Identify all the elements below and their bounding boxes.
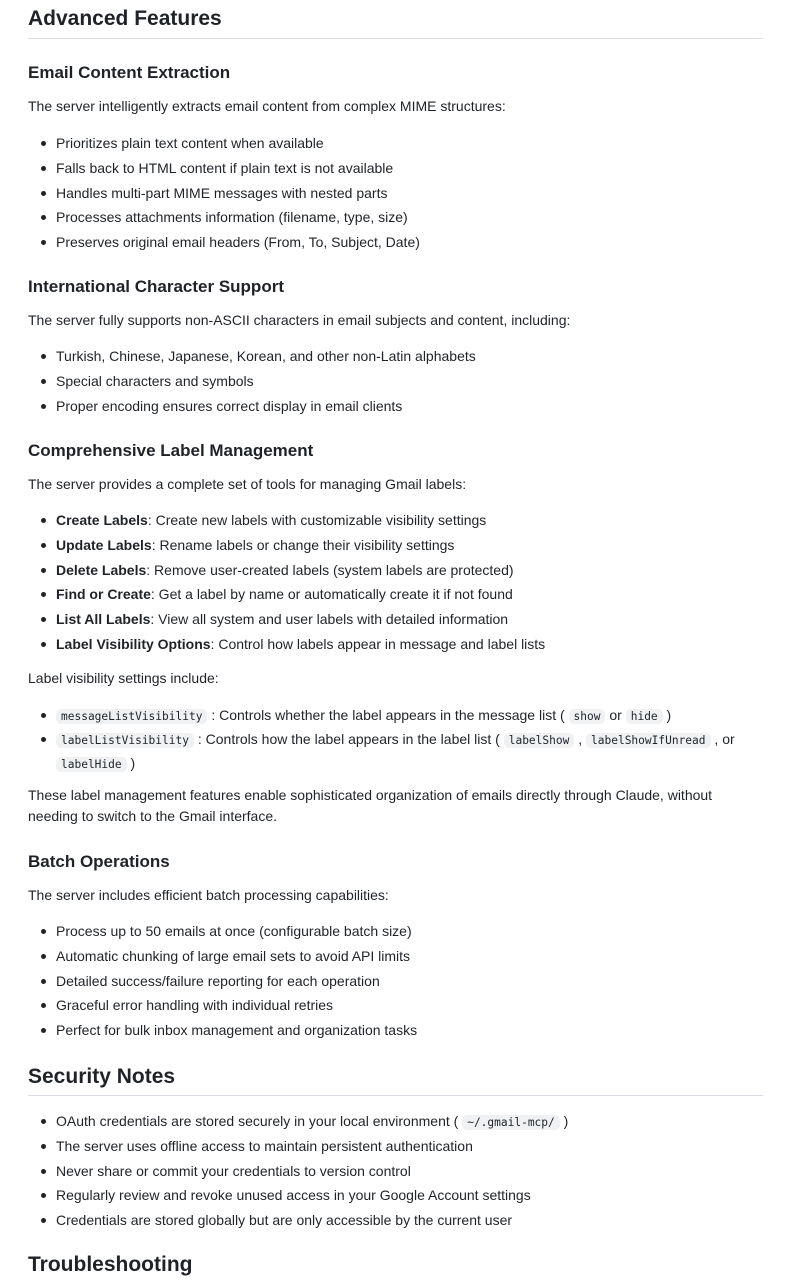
list-item: messageListVisibility : Controls whether the label appears in the message list ( show or hide ) — [28, 703, 763, 728]
item-desc: Get a label by name or automatically create it if not found — [154, 586, 513, 603]
list-item: Detailed success/failure reporting for each operation — [28, 969, 763, 994]
code-show: show — [569, 709, 606, 724]
item-desc: View all system and user labels with detailed information — [154, 611, 509, 628]
list-item: Never share or commit your credentials to version control — [28, 1159, 763, 1184]
list-item: Preserves original email headers (From, To, Subject, Date) — [28, 230, 763, 255]
heading-divider — [28, 38, 763, 39]
item-term: List All Labels — [56, 611, 151, 628]
list-item: Update Labels: Rename labels or change their visibility settings — [28, 533, 763, 558]
label-management-summary: These label management features enable sophisticated organization of emails directly through Claude, without needing to switch to the Gmail interface. — [28, 787, 713, 824]
list-item: Special characters and symbols — [28, 369, 763, 394]
batch-operations-intro: The server includes efficient batch processing capabilities: — [28, 887, 389, 903]
code-gmail-mcp-path: ~/.gmail-mcp/ — [462, 1115, 560, 1130]
list-item: Regularly review and revoke unused access in your Google Account settings — [28, 1183, 763, 1208]
item-desc: Remove user-created labels (system labels are protected) — [150, 561, 514, 578]
list-item: Process up to 50 emails at once (configurable batch size) — [28, 919, 763, 944]
item-desc: Rename labels or change their visibility settings — [155, 536, 455, 553]
label-tools-list — [28, 508, 763, 657]
international-intro: The server fully supports non-ASCII characters in email subjects and content, including: — [28, 312, 571, 328]
label-management-intro: The server provides a complete set of tools for managing Gmail labels: — [28, 476, 467, 492]
list-item: Falls back to HTML content if plain text is not available — [28, 156, 763, 181]
item-desc: Control how labels appear in message and label lists — [214, 635, 546, 652]
code-message-list-visibility: messageListVisibility — [56, 709, 207, 724]
list-item: Create Labels: Create new labels with customizable visibility settings — [28, 508, 763, 533]
advanced-features-heading: Advanced Features — [28, 7, 222, 30]
list-item: Label Visibility Options: Control how labels appear in message and label lists — [28, 632, 763, 657]
code-label-list-visibility: labelListVisibility — [56, 733, 194, 748]
list-item: Automatic chunking of large email sets to avoid API limits — [28, 944, 763, 969]
label-management-heading: Comprehensive Label Management — [28, 441, 314, 460]
visibility-list — [28, 703, 763, 773]
list-item: Graceful error handling with individual retries — [28, 993, 763, 1018]
item-term: Find or Create — [56, 586, 151, 603]
international-heading: International Character Support — [28, 277, 284, 296]
item-term: Label Visibility Options — [56, 635, 211, 652]
list-item: Prioritizes plain text content when available — [28, 131, 763, 156]
list-item: Perfect for bulk inbox management and organization tasks — [28, 1018, 763, 1043]
list-item: The server uses offline access to maintain persistent authentication — [28, 1134, 763, 1159]
international-list — [28, 344, 763, 418]
code-label-show-if-unread: labelShowIfUnread — [586, 733, 711, 748]
security-notes-list — [28, 1109, 763, 1233]
troubleshooting-heading: Troubleshooting — [28, 1253, 193, 1276]
list-item: Processes attachments information (filename, type, size) — [28, 205, 763, 230]
security-notes-heading: Security Notes — [28, 1065, 176, 1088]
heading-divider — [28, 1095, 763, 1096]
list-item: Find or Create: Get a label by name or automatically create it if not found — [28, 582, 763, 607]
item-term: Update Labels — [56, 536, 152, 553]
email-extraction-intro: The server intelligently extracts email content from complex MIME structures: — [28, 98, 506, 114]
list-item: labelListVisibility : Controls how the label appears in the label list ( labelShow , labelShowIfUnread , or labelHide ) — [28, 728, 763, 773]
code-label-show: labelShow — [504, 733, 575, 748]
item-desc: Create new labels with customizable visibility settings — [151, 512, 487, 528]
item-term: Create Labels — [56, 512, 148, 528]
list-item: OAuth credentials are stored securely in your local environment ( ~/.gmail-mcp/ ) — [28, 1109, 763, 1134]
email-extraction-list — [28, 131, 763, 255]
batch-operations-list — [28, 919, 763, 1043]
list-item: List All Labels: View all system and user labels with detailed information — [28, 607, 763, 632]
visibility-intro: Label visibility settings include: — [28, 670, 219, 686]
code-hide: hide — [626, 709, 663, 724]
list-item: Turkish, Chinese, Japanese, Korean, and other non-Latin alphabets — [28, 344, 763, 369]
batch-operations-heading: Batch Operations — [28, 852, 170, 871]
email-extraction-heading: Email Content Extraction — [28, 63, 231, 82]
list-item: Delete Labels: Remove user-created labels (system labels are protected) — [28, 558, 763, 583]
list-item: Credentials are stored globally but are only accessible by the current user — [28, 1208, 763, 1233]
item-term: Delete Labels — [56, 561, 147, 578]
list-item: Handles multi-part MIME messages with nested parts — [28, 181, 763, 206]
list-item: Proper encoding ensures correct display in email clients — [28, 394, 763, 419]
code-label-hide: labelHide — [56, 757, 127, 772]
